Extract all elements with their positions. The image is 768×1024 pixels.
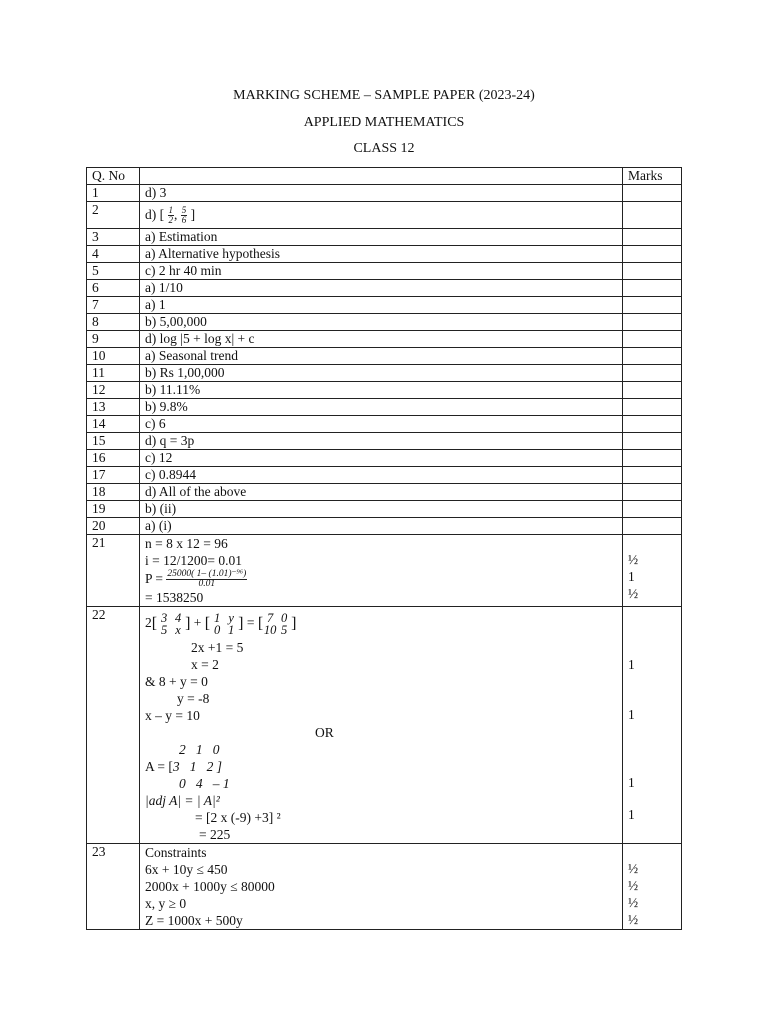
question-number: 11 (87, 365, 140, 382)
matrix-equation: 2[ 3 4 5 x ] + [ 1 y 0 1 ] = [ 7 0 10 5 ] (145, 610, 297, 637)
table-row (87, 348, 682, 365)
marks-cell (623, 229, 682, 246)
marks-header: Marks (623, 168, 682, 185)
question-number: 1 (87, 185, 140, 202)
marks-cell (623, 202, 682, 229)
question-number: 22 (87, 607, 140, 844)
question-number: 9 (87, 331, 140, 348)
marking-scheme-table (86, 167, 682, 930)
answer-cell: b) (ii) (140, 501, 623, 518)
table-row (87, 297, 682, 314)
marks-cell (623, 297, 682, 314)
answer-cell: c) 0.8944 (140, 467, 623, 484)
answer-cell: d) [ $\frac{1}{2}$ , $\frac{5}{6}$ ] (140, 202, 623, 229)
marks-cell (623, 501, 682, 518)
question-number: 15 (87, 433, 140, 450)
answer-cell: Constraints 6x + 10y ≤ 450 2000x + 1000y ≤ 80000 x, y ≥ 0 Z = 1000x + 500y (140, 844, 623, 930)
table-row (87, 365, 682, 382)
marks-cell (623, 280, 682, 297)
answer-cell: a) Estimation (140, 229, 623, 246)
marks-cell (623, 467, 682, 484)
table-row (87, 202, 682, 229)
table-row (87, 450, 682, 467)
question-number: 18 (87, 484, 140, 501)
table-row (87, 280, 682, 297)
table-row (87, 229, 682, 246)
answer-cell: a) Seasonal trend (140, 348, 623, 365)
marks-cell (623, 185, 682, 202)
qno-header: Q. No (87, 168, 140, 185)
answer-cell: d) 3 (140, 185, 623, 202)
answer-cell: b) Rs 1,00,000 (140, 365, 623, 382)
matrix: 7 0 10 5 (263, 610, 288, 637)
question-number: 4 (87, 246, 140, 263)
question-number: 21 (87, 535, 140, 607)
question-number: 5 (87, 263, 140, 280)
question-number: 8 (87, 314, 140, 331)
table-row (87, 518, 682, 535)
doc-subject: APPLIED MATHEMATICS (303, 115, 465, 130)
table-row (87, 331, 682, 348)
marks-cell (623, 382, 682, 399)
answer-cell: a) (i) (140, 518, 623, 535)
marks-cell (623, 331, 682, 348)
question-number: 6 (87, 280, 140, 297)
table-row (87, 607, 682, 844)
marks-cell (623, 433, 682, 450)
table-row (87, 382, 682, 399)
table-row (87, 467, 682, 484)
question-number: 14 (87, 416, 140, 433)
table-row (87, 535, 682, 607)
marks-cell (623, 314, 682, 331)
marks-cell (623, 348, 682, 365)
answer-cell (140, 535, 623, 607)
table-row (87, 416, 682, 433)
question-number: 13 (87, 399, 140, 416)
question-number: 19 (87, 501, 140, 518)
table-row (87, 314, 682, 331)
table-row (87, 246, 682, 263)
table-row (87, 399, 682, 416)
table-row (87, 433, 682, 450)
answer-cell: d) All of the above (140, 484, 623, 501)
question-number: 7 (87, 297, 140, 314)
question-number: 23 (87, 844, 140, 930)
marks-cell: 1 1 1 1 (623, 607, 682, 844)
marks-cell (623, 518, 682, 535)
question-number: 17 (87, 467, 140, 484)
answer-cell: c) 2 hr 40 min (140, 263, 623, 280)
marks-cell (623, 365, 682, 382)
solution-line: i = 12/1200= 0.01 (145, 553, 242, 568)
solution-line: n = 8 x 12 = 96 (145, 536, 228, 551)
marks-cell (623, 484, 682, 501)
question-number: 16 (87, 450, 140, 467)
question-number: 20 (87, 518, 140, 535)
question-number: 10 (87, 348, 140, 365)
answer-header (140, 168, 623, 185)
answer-cell: b) 11.11% (140, 382, 623, 399)
doc-class: CLASS 12 (353, 141, 415, 156)
answer-cell: a) Alternative hypothesis (140, 246, 623, 263)
marks-cell: ½ ½ ½ ½ (623, 844, 682, 930)
question-number: 12 (87, 382, 140, 399)
answer-cell: b) 5,00,000 (140, 314, 623, 331)
answer-cell: c) 6 (140, 416, 623, 433)
table-row (87, 263, 682, 280)
marks-cell (623, 416, 682, 433)
table-row (87, 185, 682, 202)
marks-cell (623, 263, 682, 280)
answer-cell: 2[ 3 4 5 x ] + [ 1 y 0 1 ] = [ 7 0 10 5 ] 2x +1 = 5 x = 2 & 8 + y = 0 y = -8 x – y = 10 OR 2 1 0 A = [3 1 2 ] 0 4 – 1 |adj A| = | A|² = [2 x (-9) +3] ² = 225 (140, 607, 623, 844)
answer-cell: d) log |5 + log x| + c (140, 331, 623, 348)
solution-line: = 1538250 (145, 590, 204, 605)
marks-cell (623, 450, 682, 467)
table-header-row (87, 168, 682, 185)
table-row (87, 484, 682, 501)
answer-cell: a) 1/10 (140, 280, 623, 297)
matrix: 1 y 0 1 (213, 610, 235, 637)
answer-cell: b) 9.8% (140, 399, 623, 416)
question-number: 2 (87, 202, 140, 229)
answer-cell: d) q = 3p (140, 433, 623, 450)
solution-line: P = $\frac{\text{25000( 1– (1.01)⁻⁹⁶)}}{0.01}$ (145, 569, 247, 590)
table-row (87, 501, 682, 518)
marks-cell (623, 246, 682, 263)
question-number: 3 (87, 229, 140, 246)
table-row (87, 844, 682, 930)
answer-cell: c) 12 (140, 450, 623, 467)
marks-cell (623, 399, 682, 416)
answer-cell: a) 1 (140, 297, 623, 314)
doc-title: MARKING SCHEME – SAMPLE PAPER (2023-24) (233, 88, 535, 103)
matrix: 3 4 5 x (160, 610, 182, 637)
marks-cell: ½ 1 ½ (623, 535, 682, 607)
